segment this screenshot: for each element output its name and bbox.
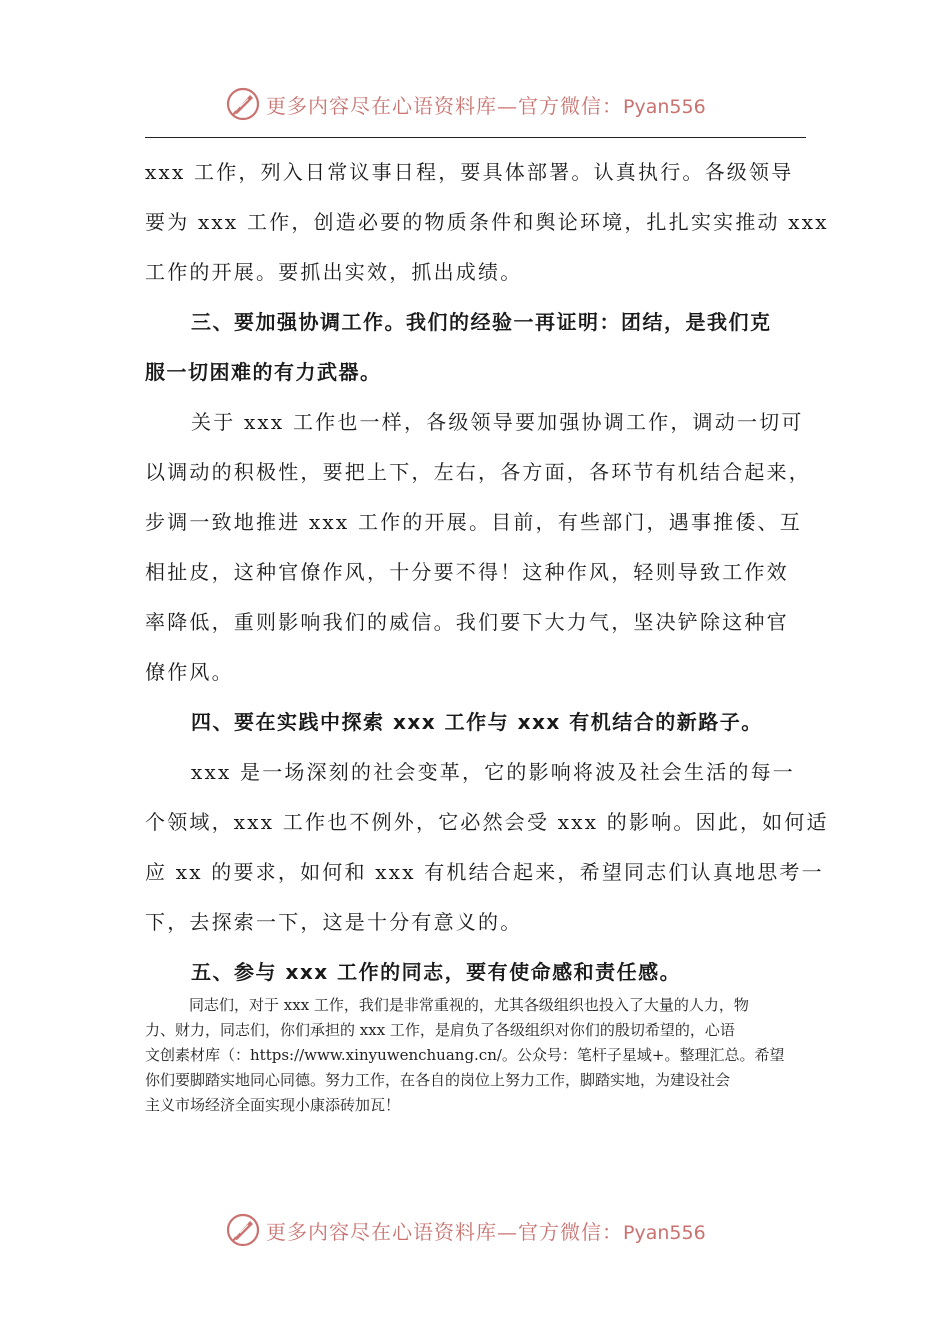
paragraph-line: 个领域，xxx 工作也不例外，它必然会受 xxx 的影响。因此，如何适 <box>145 810 829 834</box>
footer-handle: Pyan556 <box>623 1221 706 1244</box>
paragraph-line: 率降低，重则影响我们的威信。我们要下大力气，坚决铲除这种官 <box>145 610 789 634</box>
paragraph-line: 要为 xxx 工作，创造必要的物质条件和舆论环境，扎扎实实推动 xxx <box>145 210 829 234</box>
paragraph <box>145 747 829 947</box>
paragraph-line: 步调一致地推进 xxx 工作的开展。目前，有些部门，遇事推倭、互 <box>145 510 802 534</box>
page-footer <box>226 1212 706 1248</box>
header-handle: Pyan556 <box>623 95 706 118</box>
closing-line: 同志们，对于 xxx 工作，我们是非常重视的，尤其各级组织也投入了大量的人力，物 <box>189 996 749 1014</box>
section-heading <box>145 947 809 997</box>
section-heading <box>145 297 809 397</box>
paragraph-line: 工作的开展。要抓出实效，抓出成绩。 <box>145 260 523 284</box>
closing-line: 文创素材库（：https://www.xinyuwenchuang.cn/。公众号：笔杆子星域+。整理汇总。希望 <box>145 1046 785 1064</box>
paragraph-line: 关于 xxx 工作也一样，各级领导要加强协调工作，调动一切可 <box>191 410 804 434</box>
closing-line: 力、财力，同志们，你们承担的 xxx 工作，是肩负了各级组织对你们的殷切希望的，心语 <box>145 1021 735 1039</box>
paragraph-line: 僚作风。 <box>145 660 234 684</box>
closing-line: 主义市场经济全面实现小康添砖加瓦！ <box>145 1096 401 1114</box>
heading-line: 三、要加强协调工作。我们的经验一再证明：团结，是我们克 <box>191 310 772 334</box>
body-text <box>145 147 829 997</box>
heading-line: 服一切困难的有力武器。 <box>145 360 382 384</box>
header-divider <box>145 137 806 138</box>
paragraph-line: xxx 是一场深刻的社会变革，它的影响将波及社会生活的每一 <box>191 760 795 784</box>
header-brand: 更多内容尽在心语资料库—官方微信：Pyan556 <box>266 93 706 118</box>
paragraph <box>145 147 829 297</box>
quill-logo-icon <box>226 1213 260 1247</box>
paragraph-line: 以调动的积极性，要把上下，左右，各方面，各环节有机结合起来， <box>145 460 811 484</box>
section-heading <box>145 697 809 747</box>
heading-line: 五、参与 xxx 工作的同志，要有使命感和责任感。 <box>191 960 682 984</box>
closing-line: 你们要脚踏实地同心同德。努力工作，在各自的岗位上努力工作，脚踏实地，为建设社会 <box>145 1071 731 1089</box>
page-header <box>226 86 706 122</box>
paragraph-line: xxx 工作，列入日常议事日程，要具体部署。认真执行。各级领导 <box>145 160 794 184</box>
paragraph <box>145 397 809 697</box>
paragraph-line: 相扯皮，这种官僚作风，十分要不得！这种作风，轻则导致工作效 <box>145 560 789 584</box>
paragraph-line: 下，去探索一下，这是十分有意义的。 <box>145 910 523 934</box>
footer-brand: 更多内容尽在心语资料库—官方微信：Pyan556 <box>266 1219 706 1244</box>
paragraph-line: 应 xx 的要求，如何和 xxx 有机结合起来，希望同志们认真地思考一 <box>145 860 824 884</box>
quill-logo-icon <box>226 87 260 121</box>
heading-line: 四、要在实践中探索 xxx 工作与 xxx 有机结合的新路子。 <box>191 710 763 734</box>
closing-paragraph <box>145 993 809 1118</box>
